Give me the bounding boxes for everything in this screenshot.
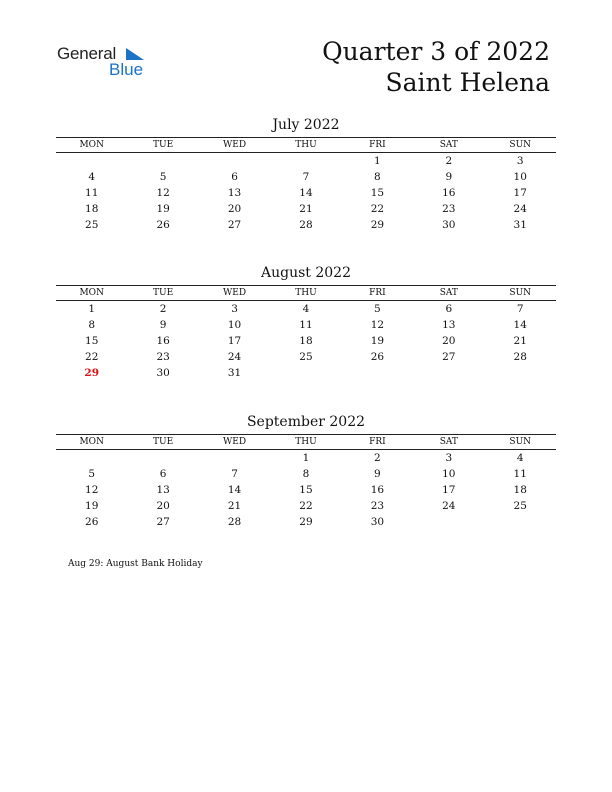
empty-day-cell bbox=[270, 153, 341, 169]
weekday-label: THU bbox=[295, 288, 317, 298]
day-cell: 13 bbox=[442, 319, 456, 331]
empty-day-cell bbox=[56, 153, 127, 169]
day-cell: 28 bbox=[513, 351, 527, 363]
day-cell: 11 bbox=[513, 468, 527, 480]
weekday-label: TUE bbox=[153, 288, 174, 298]
week-row bbox=[56, 153, 556, 169]
day-cell: 14 bbox=[227, 484, 242, 496]
day-cell: 15 bbox=[299, 484, 313, 496]
week-row bbox=[56, 317, 556, 333]
day-cell: 18 bbox=[513, 484, 527, 496]
day-cell: 7 bbox=[231, 468, 238, 480]
day-cell: 4 bbox=[302, 303, 310, 315]
month-calendar-august bbox=[56, 264, 556, 381]
day-cell: 26 bbox=[85, 516, 99, 528]
weekday-label: SAT bbox=[439, 140, 458, 150]
day-cell: 15 bbox=[85, 335, 99, 347]
day-cell: 14 bbox=[299, 187, 313, 199]
weekday-label: TUE bbox=[153, 437, 174, 447]
day-cell: 2 bbox=[159, 303, 167, 315]
week-row bbox=[56, 349, 556, 365]
week-row bbox=[56, 185, 556, 201]
day-cell: 30 bbox=[442, 219, 456, 231]
day-cell: 25 bbox=[299, 351, 313, 363]
week-row bbox=[56, 450, 556, 466]
holiday-note: Aug 29: August Bank Holiday bbox=[68, 559, 203, 569]
month-calendar-july bbox=[56, 116, 556, 233]
weekday-label: FRI bbox=[369, 437, 386, 447]
day-cell: 2 bbox=[445, 155, 453, 167]
day-cell: 9 bbox=[159, 319, 167, 331]
weekday-label: SUN bbox=[509, 288, 532, 298]
empty-day-cell bbox=[485, 365, 556, 381]
empty-day-cell bbox=[127, 450, 198, 466]
day-cell: 3 bbox=[231, 303, 238, 315]
day-cell: 12 bbox=[85, 484, 99, 496]
day-cell: 9 bbox=[445, 171, 453, 183]
day-cell: 21 bbox=[299, 203, 313, 215]
empty-day-cell bbox=[485, 514, 556, 530]
empty-day-cell bbox=[413, 365, 484, 381]
day-cell: 13 bbox=[156, 484, 170, 496]
day-cell: 15 bbox=[370, 187, 385, 199]
quarter-title: Quarter 3 of 2022 bbox=[322, 37, 550, 66]
weekday-label: MON bbox=[79, 437, 104, 447]
day-cell: 24 bbox=[227, 351, 242, 363]
day-cell: 20 bbox=[442, 335, 456, 347]
day-cell: 21 bbox=[513, 335, 527, 347]
day-cell: 28 bbox=[227, 516, 242, 528]
week-row bbox=[56, 333, 556, 349]
day-cell: 18 bbox=[85, 203, 99, 215]
month-title: September 2022 bbox=[246, 414, 366, 430]
day-cell: 6 bbox=[231, 171, 238, 183]
day-cell: 12 bbox=[370, 319, 385, 331]
day-cell: 27 bbox=[156, 516, 170, 528]
weekday-label: SUN bbox=[509, 437, 532, 447]
day-cell: 28 bbox=[299, 219, 313, 231]
day-cell: 16 bbox=[156, 335, 170, 347]
empty-day-cell bbox=[127, 153, 198, 169]
week-row bbox=[56, 201, 556, 217]
empty-day-cell bbox=[199, 153, 270, 169]
day-cell: 22 bbox=[299, 500, 313, 512]
weekday-label: WED bbox=[223, 140, 247, 150]
week-row bbox=[56, 301, 556, 317]
week-row bbox=[56, 498, 556, 514]
day-cell: 1 bbox=[302, 452, 310, 464]
region-title: Saint Helena bbox=[385, 68, 550, 97]
day-cell: 2 bbox=[374, 452, 381, 464]
day-cell: 24 bbox=[442, 500, 456, 512]
day-cell: 5 bbox=[159, 171, 167, 183]
day-cell: 16 bbox=[442, 187, 456, 199]
day-cell: 30 bbox=[156, 367, 170, 379]
day-cell: 14 bbox=[513, 319, 527, 331]
day-cell: 17 bbox=[227, 335, 242, 347]
day-cell: 19 bbox=[85, 500, 99, 512]
weekday-label: SUN bbox=[509, 140, 532, 150]
day-cell: 31 bbox=[227, 367, 242, 379]
page-title bbox=[322, 36, 550, 98]
week-row bbox=[56, 514, 556, 530]
week-row bbox=[56, 169, 556, 185]
day-cell: 25 bbox=[85, 219, 99, 231]
day-cell: 21 bbox=[227, 500, 242, 512]
day-cell: 29 bbox=[370, 219, 385, 231]
weekday-header bbox=[56, 137, 556, 153]
day-cell: 26 bbox=[156, 219, 170, 231]
weekday-label: SAT bbox=[439, 437, 458, 447]
weekday-label: WED bbox=[223, 288, 247, 298]
day-cell: 8 bbox=[88, 319, 96, 331]
weekday-label: SAT bbox=[439, 288, 458, 298]
weekday-header bbox=[56, 434, 556, 450]
day-cell: 8 bbox=[374, 171, 381, 183]
empty-day-cell bbox=[270, 365, 341, 381]
day-cell: 5 bbox=[374, 303, 381, 315]
day-cell: 22 bbox=[370, 203, 385, 215]
weekday-label: FRI bbox=[369, 140, 386, 150]
day-cell: 11 bbox=[299, 319, 313, 331]
week-row bbox=[56, 365, 556, 381]
logo-triangle-icon bbox=[124, 45, 146, 61]
day-cell: 7 bbox=[302, 171, 310, 183]
weekday-label: THU bbox=[295, 437, 317, 447]
weekday-label: TUE bbox=[153, 140, 174, 150]
empty-day-cell bbox=[56, 450, 127, 466]
day-cell: 1 bbox=[88, 303, 96, 315]
generalblue-logo bbox=[57, 44, 157, 80]
month-title: July 2022 bbox=[272, 117, 340, 133]
day-cell: 27 bbox=[442, 351, 456, 363]
empty-day-cell bbox=[413, 514, 484, 530]
day-cell: 19 bbox=[370, 335, 385, 347]
month-title: August 2022 bbox=[261, 265, 351, 281]
day-cell: 8 bbox=[302, 468, 310, 480]
day-cell: 10 bbox=[442, 468, 456, 480]
day-cell: 10 bbox=[513, 171, 527, 183]
day-cell: 29 bbox=[299, 516, 313, 528]
day-cell: 6 bbox=[159, 468, 167, 480]
day-cell: 18 bbox=[299, 335, 313, 347]
weekday-header bbox=[56, 285, 556, 301]
weekday-label: MON bbox=[79, 288, 104, 298]
day-cell: 17 bbox=[513, 187, 527, 199]
day-cell: 24 bbox=[513, 203, 527, 215]
day-cell: 12 bbox=[156, 187, 170, 199]
day-cell: 20 bbox=[227, 203, 242, 215]
day-cell: 31 bbox=[513, 219, 527, 231]
day-cell: 13 bbox=[227, 187, 242, 199]
day-cell: 1 bbox=[374, 155, 381, 167]
day-cell: 23 bbox=[370, 500, 385, 512]
month-calendar-september bbox=[56, 413, 556, 530]
day-cell: 30 bbox=[370, 516, 385, 528]
week-row bbox=[56, 482, 556, 498]
day-cell: 3 bbox=[445, 452, 453, 464]
weekday-label: MON bbox=[79, 140, 104, 150]
day-cell: 20 bbox=[156, 500, 170, 512]
day-cell: 6 bbox=[445, 303, 453, 315]
weekday-label: FRI bbox=[369, 288, 386, 298]
logo-text-general: General bbox=[57, 44, 117, 63]
day-cell: 19 bbox=[156, 203, 170, 215]
empty-day-cell bbox=[199, 450, 270, 466]
day-cell: 17 bbox=[442, 484, 456, 496]
weekday-label: WED bbox=[223, 437, 247, 447]
day-cell: 10 bbox=[227, 319, 242, 331]
day-cell: 25 bbox=[513, 500, 527, 512]
day-cell: 5 bbox=[88, 468, 96, 480]
day-cell: 22 bbox=[85, 351, 99, 363]
empty-day-cell bbox=[342, 365, 413, 381]
week-row bbox=[56, 217, 556, 233]
day-cell: 23 bbox=[442, 203, 456, 215]
week-row bbox=[56, 466, 556, 482]
day-cell: 27 bbox=[227, 219, 242, 231]
day-cell: 4 bbox=[88, 171, 96, 183]
day-cell: 23 bbox=[156, 351, 170, 363]
day-cell: 26 bbox=[370, 351, 385, 363]
day-cell: 3 bbox=[516, 155, 524, 167]
weekday-label: THU bbox=[295, 140, 317, 150]
day-cell: 4 bbox=[516, 452, 524, 464]
day-cell: 11 bbox=[85, 187, 99, 199]
day-cell: 16 bbox=[370, 484, 385, 496]
holiday-day-cell: 29 bbox=[84, 367, 100, 379]
day-cell: 9 bbox=[374, 468, 381, 480]
logo-text-blue: Blue bbox=[109, 60, 144, 79]
day-cell: 7 bbox=[516, 303, 524, 315]
